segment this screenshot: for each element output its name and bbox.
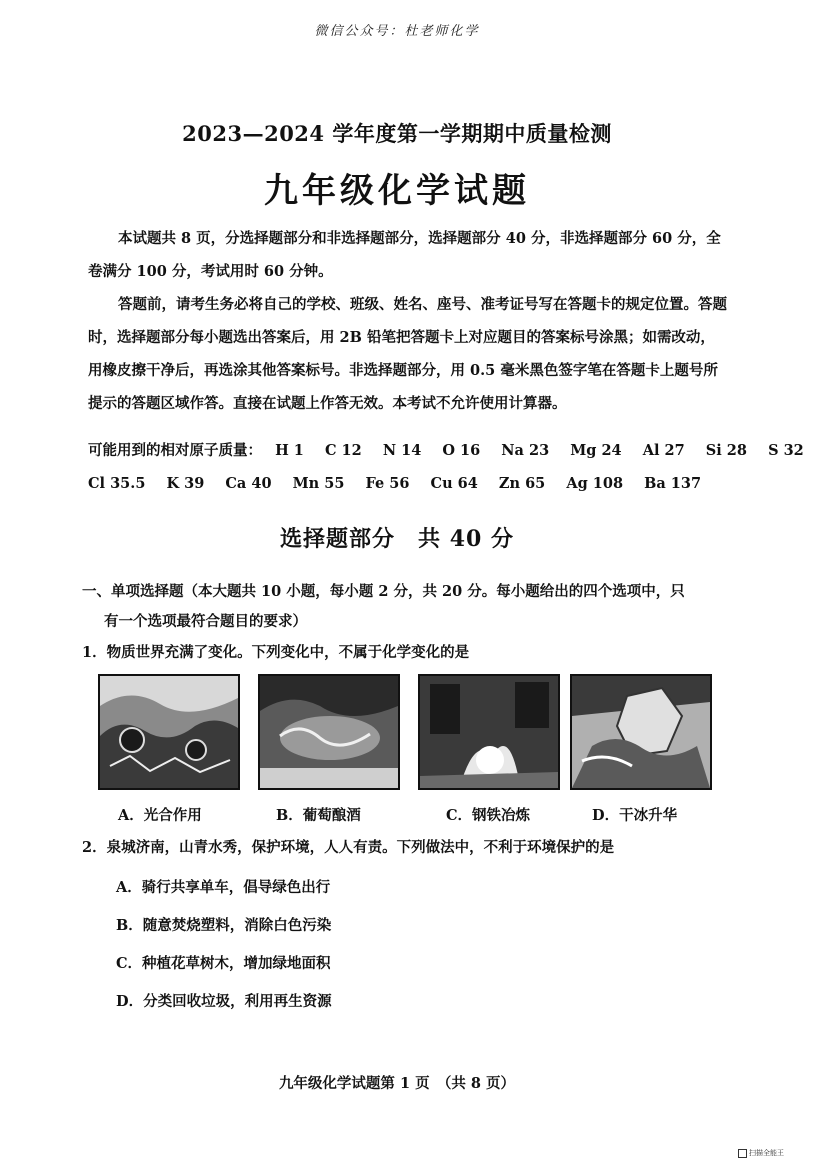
question-1-stem: 1．物质世界充满了变化。下列变化中，不属于化学变化的是 [82,644,470,661]
atomic-mass: Al 27 [642,442,685,459]
question-1-option-b: B．葡萄酿酒 [276,807,361,824]
atomic-mass: S 32 [768,442,804,459]
part-one-heading-line-1: 一、单项选择题（本大题共 10 小题，每小题 2 分，共 20 分。每小题给出的四个选项中，只 [82,583,685,600]
dry-ice-photo [570,674,712,790]
part-one-heading [82,577,722,637]
photosynthesis-photo [98,674,240,790]
page-footer: 九年级化学试题第 1 页 （共 8 页） [278,1075,516,1092]
atomic-mass: Zn 65 [498,475,546,492]
atomic-mass: Cu 64 [430,475,478,492]
question-1-option-a: A．光合作用 [118,807,202,824]
section-title: 选择题部分 共 40 分 [280,526,514,552]
instruction-text-2: 答题前，请考生务必将自己的学校、班级、姓名、座号、准考证号写在答题卡的规定位置。答题时，选择题部分每小题选出答案后，用 2B 铅笔把答题卡上对应题目的答案标号涂黑；如需改动，用橡皮擦干净后，再选涂其他答案标号。非选择题部分，用 0.5 毫米黑色签字笔在答题卡上题号所提示的答题区域作答。直接在试题上作答无效。本考试不允许使用计算器。 [88,296,727,412]
scanner-watermark [738,1148,792,1164]
atomic-mass: Na 23 [501,442,550,459]
atomic-mass: C 12 [324,442,362,459]
header-note: 微信公众号：杜老师化学 [314,24,480,39]
atomic-mass: N 14 [382,442,422,459]
atomic-masses-row-2 [88,467,728,500]
question-2-option-a: A．骑行共享单车，倡导绿色出行 [116,879,331,896]
atomic-mass: Ag 108 [566,475,624,492]
question-2-option-b: B．随意焚烧塑料，消除白色污染 [116,917,332,934]
instruction-paragraph-2 [88,288,728,420]
atomic-mass: Fe 56 [365,475,410,492]
atomic-mass: H 1 [275,442,304,459]
atomic-mass: Mn 55 [292,475,345,492]
atomic-mass: Ba 137 [644,475,702,492]
instruction-paragraph-1 [88,222,728,288]
grape-wine-photo [258,674,400,790]
steel-smelting-photo [418,674,560,790]
atomic-mass: Cl 35.5 [88,475,146,492]
instruction-text-1: 本试题共 8 页，分选择题部分和非选择题部分，选择题部分 40 分，非选择题部分 60 分，全卷满分 100 分，考试用时 60 分钟。 [88,230,721,280]
question-2-option-c: C．种植花草树木，增加绿地面积 [116,955,331,972]
atomic-masses [88,434,804,500]
question-1-photos [98,674,718,792]
subject-title: 九年级化学试题 [264,171,530,211]
part-one-heading-line-2: 有一个选项最符合题目的要求） [104,613,307,630]
atomic-masses-row-1 [88,434,804,467]
scanner-logo-icon [738,1149,747,1158]
atomic-masses-label: 可能用到的相对原子质量： [88,442,262,459]
atomic-mass: K 39 [166,475,205,492]
atomic-mass: Si 28 [705,442,747,459]
question-2-option-d: D．分类回收垃圾，利用再生资源 [116,993,332,1010]
question-1-options [0,804,794,828]
atomic-mass: Mg 24 [570,442,622,459]
exam-title: 2023—2024 学年度第一学期期中质量检测 [182,121,612,146]
scanner-watermark-text: 扫描全能王 [749,1149,784,1157]
question-1-option-d: D．干冰升华 [592,807,678,824]
atomic-mass: Ca 40 [225,475,272,492]
atomic-mass: O 16 [442,442,481,459]
question-2-stem: 2．泉城济南，山青水秀，保护环境，人人有责。下列做法中，不利于环境保护的是 [82,839,615,856]
question-1-option-c: C．钢铁冶炼 [446,807,531,824]
